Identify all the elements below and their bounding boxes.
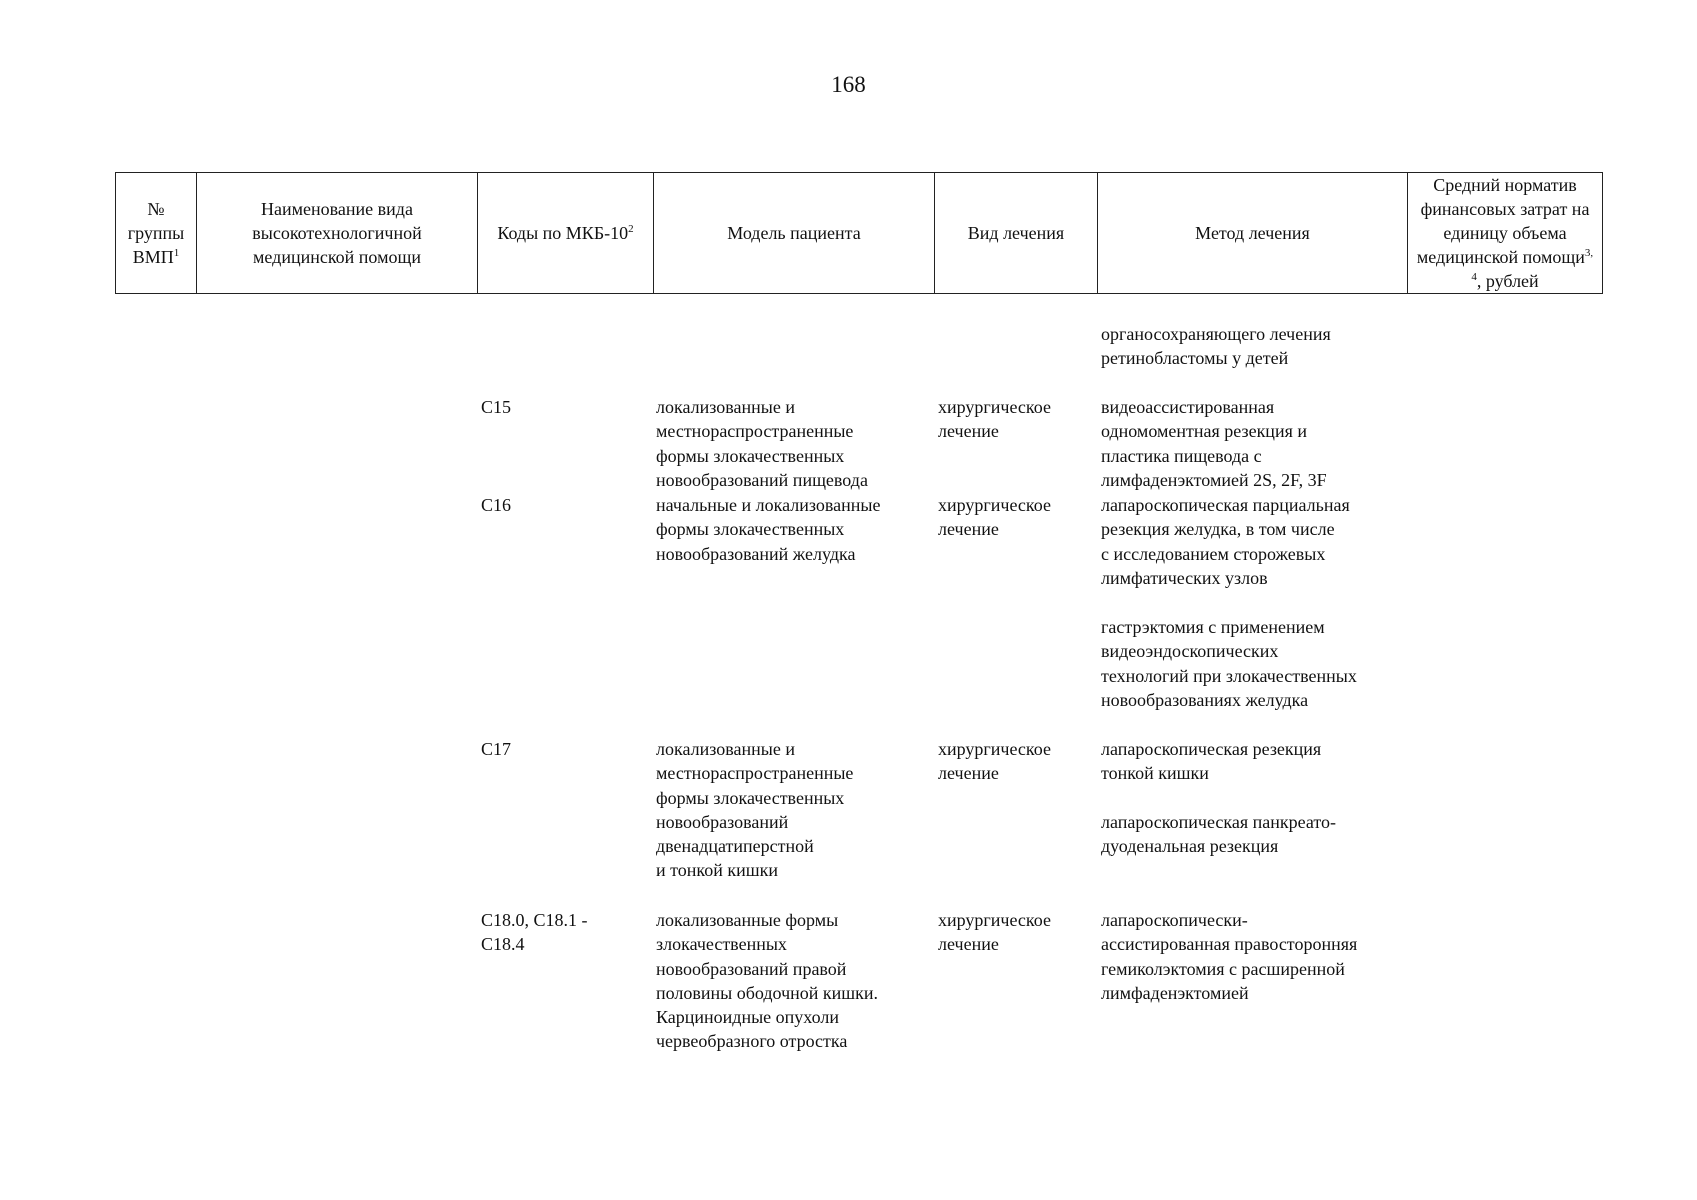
header-treatment-type: Вид лечения <box>935 173 1098 294</box>
row-4-method-0: лапароскопически- ассистированная правосторонняя гемиколэктомия с расширенной лимфаденэктомией <box>1101 910 1358 1003</box>
row-3-model: локализованные и местнораспространенные формы злокачественных новообразований двенадцатиперстной и тонкой кишки <box>656 739 854 881</box>
row-4-type: хирургическое лечение <box>938 910 1051 955</box>
row-2-type: хирургическое лечение <box>938 495 1051 540</box>
header-patient-model: Модель пациента <box>654 173 935 294</box>
row-1-model: локализованные и местнораспространенные формы злокачественных новообразований пищевода <box>656 397 868 490</box>
row-3-method-1: лапароскопическая панкреато- дуоденальная резекция <box>1101 812 1336 857</box>
row-0-method-0: органосохраняющего лечения ретинобластомы у детей <box>1101 324 1331 369</box>
header-vmp-name: Наименование вида высокотехнологичной медицинской помощи <box>197 173 478 294</box>
row-2-code: C16 <box>481 495 512 515</box>
row-3-code: C17 <box>481 739 512 759</box>
row-2-method-1: гастрэктомия с применением видеоэндоскопических технологий при злокачественных новообразованиях желудка <box>1101 617 1357 710</box>
row-3-type: хирургическое лечение <box>938 739 1051 784</box>
row-1-method-0: видеоассистированная одномоментная резекция и пластика пищевода с лимфаденэктомией 2S, 2F, 3F <box>1101 397 1327 490</box>
row-4-code: C18.0, C18.1 - C18.4 <box>481 910 588 955</box>
row-2-model: начальные и локализованные формы злокачественных новообразований желудка <box>656 495 881 564</box>
row-1-type: хирургическое лечение <box>938 397 1051 442</box>
row-1-code: C15 <box>481 397 512 417</box>
row-2-method-0: лапароскопическая парциальная резекция желудка, в том числе с исследованием сторожевых лимфатических узлов <box>1101 495 1350 588</box>
header-group-number: № группы ВМП$^1$ <box>116 173 197 294</box>
table-header <box>115 172 1603 294</box>
page-number: 168 <box>831 72 866 97</box>
header-row <box>116 173 1603 294</box>
header-treatment-method: Метод лечения <box>1098 173 1408 294</box>
row-3-method-0: лапароскопическая резекция тонкой кишки <box>1101 739 1322 784</box>
header-icd-codes: Коды по МКБ-$10^2$ <box>478 173 654 294</box>
header-cost-norm: Средний норматив финансовых затрат на единицу объема медицинской помощи$^{3, 4}$, рублей <box>1408 173 1603 294</box>
row-4-model: локализованные формы злокачественных новообразований правой половины ободочной кишки. Карциноидные опухоли червеобразного отростка <box>656 910 879 1052</box>
